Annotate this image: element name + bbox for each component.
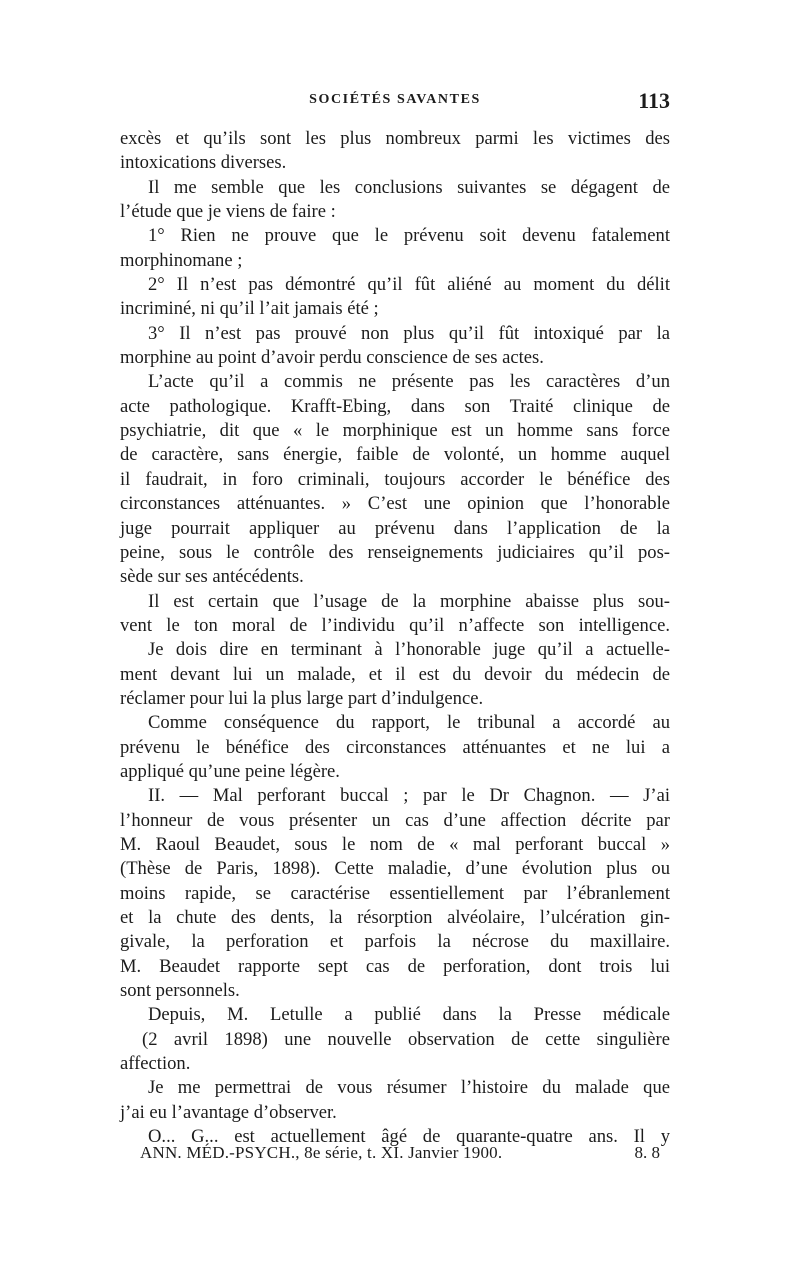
text-line: prévenu le bénéfice des circonstances atténuantes et ne lui a [120,736,670,758]
text-line: (2 avril 1898) une nouvelle observation de cette singulière [142,1028,670,1050]
signature-mark: 8. 8 [634,1143,660,1162]
text-line: 2° Il n’est pas démontré qu’il fût aliéné au moment du délit [148,274,670,296]
text-line: acte pathologique. Krafft-Ebing, dans son Traité clinique de [120,395,670,417]
text-line: psychiatrie, dit que « le morphinique est un homme sans force [120,420,670,442]
text-line: 1° Rien ne prouve que le prévenu soit devenu fatalement [148,225,670,247]
text-line: 3° Il n’est pas prouvé non plus qu’il fût intoxiqué par la [148,322,670,344]
text-line: M. Beaudet rapporte sept cas de perforation, dont trois lui [120,955,670,977]
text-line: intoxications diverses. [120,152,287,174]
text-line: Je dois dire en terminant à l’honorable juge qu’il a actuelle- [148,639,670,661]
text-line: Je me permettrai de vous résumer l’histoire du malade que [148,1077,670,1099]
text-line: M. Raoul Beaudet, sous le nom de « mal perforant buccal » [120,833,670,855]
text-line: peine, sous le contrôle des renseignements judiciaires qu’il pos- [120,541,670,563]
text-line: moins rapide, se caractérise essentiellement par l’ébranlement [120,882,670,904]
journal-reference: ANN. MÉD.-PSYCH., 8e série, t. XI. Janvier 1900. [140,1143,503,1162]
text-line: Comme conséquence du rapport, le tribunal a accordé au [148,712,670,734]
text-line: Il me semble que les conclusions suivantes se dégagent de [148,176,670,198]
text-line: ment devant lui un malade, et il est du devoir du médecin de [120,663,670,685]
text-line: givale, la perforation et parfois la nécrose du maxillaire. [120,931,670,953]
text-line: sède sur ses antécédents. [120,566,304,588]
text-line: morphine au point d’avoir perdu conscience de ses actes. [120,347,544,369]
page-header [120,88,670,118]
text-line: Depuis, M. Letulle a publié dans la Presse médicale [148,1004,670,1026]
text-line: circonstances atténuantes. » C’est une opinion que l’honorable [120,493,670,515]
text-line: l’étude que je viens de faire : [120,201,336,223]
text-line: j’ai eu l’avantage d’observer. [120,1101,337,1123]
text-line: affection. [120,1053,191,1075]
page-footer [140,1141,660,1165]
text-line: juge pourrait appliquer au prévenu dans l’application de la [120,517,670,539]
text-line: morphinomane ; [120,249,243,271]
text-line: II. — Mal perforant buccal ; par le Dr Chagnon. — J’ai [148,785,670,807]
text-line: réclamer pour lui la plus large part d’indulgence. [120,687,484,709]
body-text [120,127,670,1149]
text-line: l’honneur de vous présenter un cas d’une affection décrite par [120,809,670,831]
text-line: il faudrait, in foro criminali, toujours accorder le bénéfice des [120,468,670,490]
text-line: vent le ton moral de l’individu qu’il n’affecte son intelligence. [120,614,670,636]
text-line: incriminé, ni qu’il l’ait jamais été ; [120,298,379,320]
text-line: appliqué qu’une peine légère. [120,760,340,782]
page-number: 113 [638,88,670,113]
text-line: (Thèse de Paris, 1898). Cette maladie, d’une évolution plus ou [120,858,670,880]
text-line: O... G... est actuellement âgé de quarante-quatre ans. Il y [148,1126,670,1148]
text-line: et la chute des dents, la résorption alvéolaire, l’ulcération gin- [120,907,670,928]
text-line: sont personnels. [120,980,240,1002]
text-line: L’acte qu’il a commis ne présente pas les caractères d’un [148,371,670,393]
text-line: excès et qu’ils sont les plus nombreux parmi les victimes des [120,128,670,149]
text-line: de caractère, sans énergie, faible de volonté, un homme auquel [120,444,670,466]
text-line: Il est certain que l’usage de la morphine abaisse plus sou- [148,590,670,612]
running-title: SOCIÉTÉS SAVANTES [309,92,481,107]
